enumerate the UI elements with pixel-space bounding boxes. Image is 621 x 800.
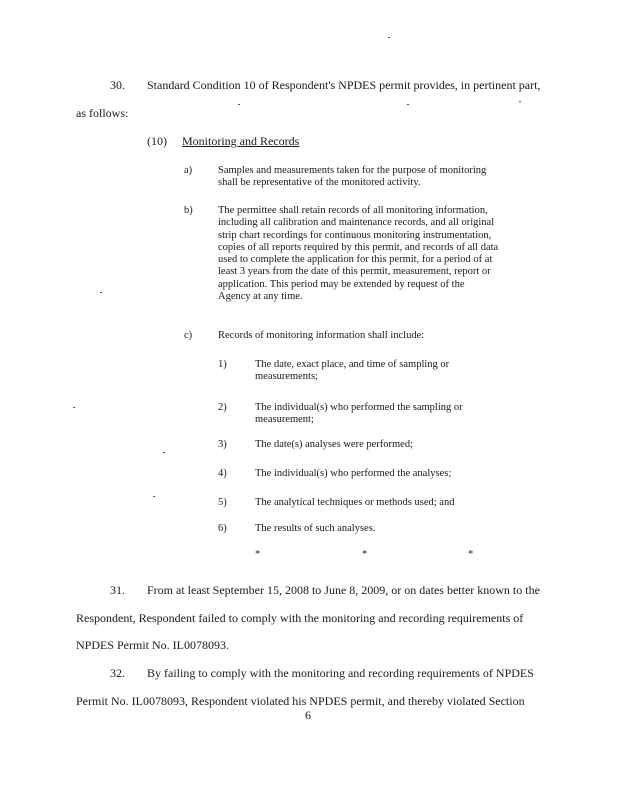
scan-speck [407, 104, 409, 105]
subitem-6-text: The results of such analyses. [255, 523, 376, 534]
scan-speck [73, 407, 75, 408]
para-32-number: 32. [110, 666, 125, 680]
para-30-line-2: as follows: [76, 106, 129, 120]
subitem-3-label: 3) [218, 439, 227, 450]
item-c-text: Records of monitoring information shall include: [218, 330, 425, 341]
subitem-4-text: The individual(s) who performed the analyses; [255, 468, 452, 479]
para-31-line-1: From at least September 15, 2008 to June 8, 2009, or on dates better known to the [147, 583, 540, 597]
subitem-3-text: The date(s) analyses were performed; [255, 439, 414, 450]
scan-speck [388, 37, 390, 38]
para-31-line-3: NPDES Permit No. IL0078093. [76, 638, 229, 652]
item-a-text: Samples and measurements taken for the purpose of monitoring shall be representative of the monitored activity. [218, 165, 487, 189]
item-b-label: b) [184, 205, 193, 216]
para-30-number: 30. [110, 78, 125, 92]
condition-number: (10) [147, 134, 167, 148]
item-c-label: c) [184, 330, 193, 341]
scan-speck [238, 104, 240, 105]
subitem-4-label: 4) [218, 468, 227, 479]
condition-title: Monitoring and Records [182, 134, 300, 148]
para-30-line-1: Standard Condition 10 of Respondent's NPDES permit provides, in pertinent part, [147, 78, 541, 92]
scan-speck [163, 452, 165, 453]
scan-speck [153, 496, 155, 497]
asterisk-2: * [362, 549, 368, 560]
para-31-line-2: Respondent, Respondent failed to comply with the monitoring and recording requirements of [76, 611, 524, 625]
scan-speck [519, 101, 521, 102]
scan-speck [100, 292, 102, 293]
item-a-label: a) [184, 165, 193, 176]
subitem-1-label: 1) [218, 359, 227, 370]
page-number: 6 [305, 708, 311, 722]
para-32-line-1: By failing to comply with the monitoring and recording requirements of NPDES [147, 666, 534, 680]
subitem-5-label: 5) [218, 497, 227, 508]
subitem-6-label: 6) [218, 523, 227, 534]
asterisk-3: * [468, 549, 474, 560]
subitem-2-label: 2) [218, 402, 227, 413]
subitem-2-text: The individual(s) who performed the sampling or measurement; [255, 402, 463, 426]
item-b-text: The permittee shall retain records of all monitoring information, including all calibration and maintenance records, and all original strip chart recordings for continuous monitoring instrumentation, copies of all reports required by this permit, and records of all data used to complete the application for this permit, for a period of at least 3 years from the date of this permit, measurement, report or application. This period may be extended by request of the Agency at any time. [218, 205, 499, 303]
para-32-line-2: Permit No. IL0078093, Respondent violated his NPDES permit, and thereby violated Section [76, 694, 525, 708]
subitem-5-text: The analytical techniques or methods used; and [255, 497, 455, 508]
asterisk-1: * [255, 549, 261, 560]
subitem-1-text: The date, exact place, and time of sampling or measurements; [255, 359, 450, 383]
para-31-number: 31. [110, 583, 125, 597]
